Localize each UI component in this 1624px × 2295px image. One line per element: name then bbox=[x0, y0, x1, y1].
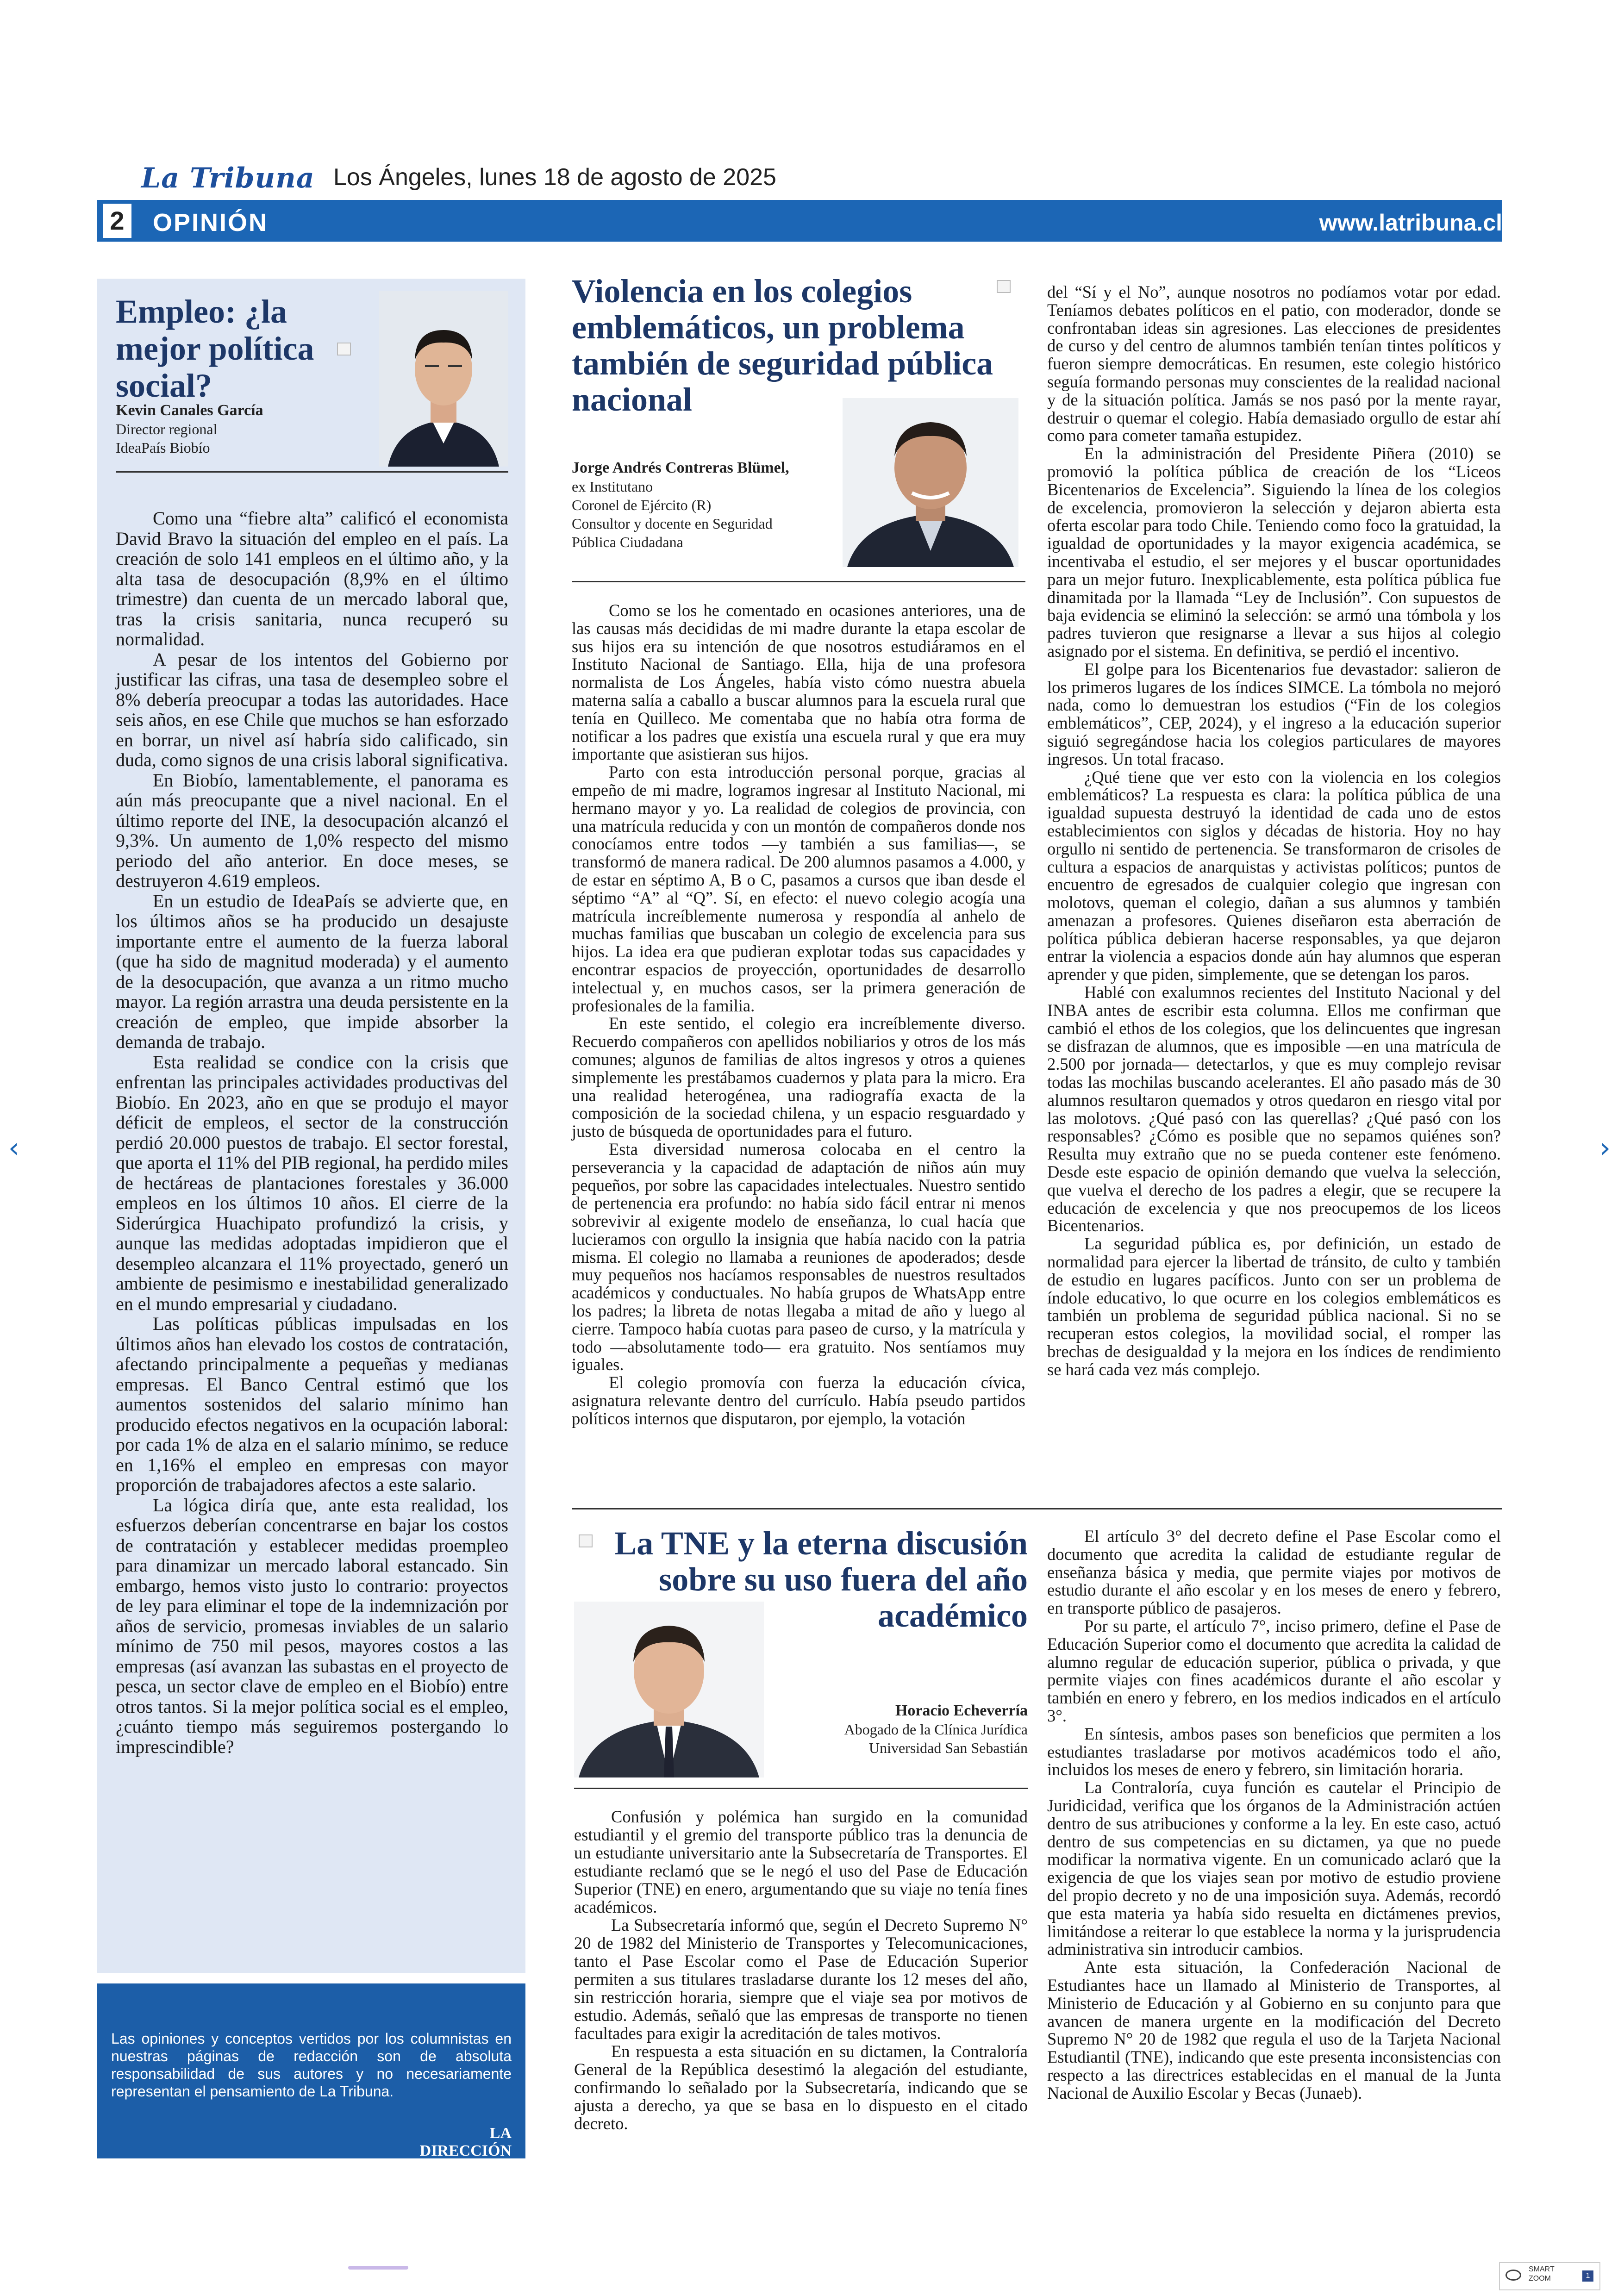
paragraph: A pesar de los intentos del Gobierno por justificar las cifras, una tasa de desempleo sobre el 8% debería preocupar a todas las autoridades. Hace seis años, en ese Chile que muchos se han esforzado en borrar, un nivel así habría sido calificado, sin duda, como signos de una crisis laboral significativa. bbox=[116, 649, 508, 770]
issue-date: Los Ángeles, lunes 18 de agosto de 2025 bbox=[333, 164, 776, 191]
section-bar bbox=[97, 200, 1502, 242]
author-role: ex Institutano bbox=[572, 478, 653, 495]
article-bottom-col1 bbox=[574, 1808, 1028, 2133]
prev-page-arrow-icon[interactable]: ‹ bbox=[8, 1132, 19, 1164]
paragraph: El colegio promovía con fuerza la educación cívica, asignatura relevante dentro del currículo. Había pseudo partidos políticos internos que disputaron, por ejemplo, la votación bbox=[572, 1373, 1025, 1428]
paragraph: La lógica diría que, ante esta realidad, los esfuerzos deberían concentrarse en bajar los costos de contratación y establecer medidas proempleo para dinamizar un mercado laboral estancado. Sin embargo, hemos visto justo lo contrario: proyectos de ley para eliminar el tope de la indemnización por años de servicio, promesas inviables de un salario mínimo de 750 mil pesos, mayores costos a las empresas (así avanzan las subastas en el proyecto de pesca, un sector clave de empleo en el Biobío) entre otros tantos. Si la mejor política social es el empleo, ¿cuánto tiempo más seguiremos postergando lo imprescindible? bbox=[116, 1494, 508, 1757]
paragraph: La Contraloría, cuya función es cautelar el Principio de Juridicidad, verifica que los órganos de la Administración actúen dentro de sus atribuciones y conforme a la ley. En este caso, actuó dentro de sus competencias en su dictamen, ya que no puede modificar la normativa vigente. En un comunicado aclaró que la exigencia de que los viajes sean por motivo de estudio proviene del propio decreto y no de una imposición suya. Además, recordó que esta materia ya había sido resuelta en dictámenes previos, limitándose a reiterar lo que establece la norma y la jurisprudencia administrativa sin introducir cambios. bbox=[1047, 1778, 1501, 1959]
zoom-badge: 1 bbox=[1582, 2270, 1593, 2282]
smart-zoom-label: SMART bbox=[1529, 2265, 1555, 2273]
paragraph: En la administración del Presidente Piñera (2010) se promovió la política pública de creación de los “Liceos Bicentenarios de Excelencia”. Siguiendo la línea de los colegios de excelencia, promovieron la selección y dejaron abierta esta oferta escolar para todo Chile. Teniendo como foco la gratuidad, la igualdad de oportunidades y la mayor exigencia académica, se incentivaba el estudio, el ser mejores y el buscar oportunidades para un mejor futuro. Inexplicablemente, esta política pública fue dinamitada por la llamada “Ley de Inclusión”. Con supuestos de baja evidencia se eliminó la selección: se armó una tómbola y los padres tuvieron que resignarse a llevar a sus hijos al colegio asignado por el sistema. En definitiva, se perdió el incentivo. bbox=[1047, 444, 1501, 661]
paragraph: En Biobío, lamentablemente, el panorama es aún más preocupante que a nivel nacional. En el último reporte del INE, la desocupación alcanzó el 9,3%. Un aumento de 1,0% respecto del mismo periodo del año anterior. En doce meses, se destruyeron 4.619 empleos. bbox=[116, 769, 508, 891]
paragraph: La seguridad pública es, por definición, un estado de normalidad para ejercer la libertad de tránsito, de culto y también de estudio en lugares pacíficos. Junto con ser un problema de índole educativo, lo que ocurre en los colegios emblemáticos es también un problema de seguridad pública nacional. Si no se recuperan estos colegios, la movilidad social, el romper las brechas de desigualdad y la mejora en los índices de rendimiento se hará cada vez más complejo. bbox=[1047, 1234, 1501, 1379]
author-photo-jorge bbox=[843, 398, 1018, 567]
paragraph: Confusión y polémica han surgido en la comunidad estudiantil y el gremio del transporte público tras la denuncia de un estudiante universitario ante la Subsecretaría de Transportes. El estudiante reclamó que se le negó el uso del Pase de Educación Superior (TNE) en enero, argumentando que su viaje no tenía fines académicos. bbox=[574, 1807, 1028, 1916]
author-photo-kevin bbox=[379, 291, 508, 467]
paragraph: Ante esta situación, la Confederación Nacional de Estudiantes hace un llamado al Ministerio de Transportes, al Ministerio de Educación y al Gobierno en su conjunto para que avancen de manera urgente en la modificación del Decreto Supremo N° 20 de 1982 que regula el uso de la Tarjeta Nacional Estudiantil (TNE), indicando que este presenta inconsistencias con respecto a las directrices establecidas en el manual de la Junta Nacional de Auxilio Escolar y Becas (Junaeb). bbox=[1047, 1958, 1501, 2102]
divider bbox=[574, 1788, 1028, 1789]
author-photo-horacio bbox=[574, 1602, 764, 1777]
newspaper-logo: La Tribuna bbox=[141, 162, 315, 194]
disclaimer-signature: LA DIRECCIÓN bbox=[419, 2125, 512, 2159]
paragraph: El artículo 3° del decreto define el Pase Escolar como el documento que acredita la calidad de estudiante regular de enseñanza básica y media, que permite viajes por motivos de estudio durante el año escolar y en los meses de enero y febrero, en transporte público de pasajeros. bbox=[1047, 1527, 1501, 1618]
author-block-center bbox=[572, 458, 840, 551]
website-link[interactable]: www.latribuna.cl bbox=[1319, 210, 1502, 236]
author-name: Kevin Canales García bbox=[116, 402, 263, 419]
author-role: Abogado de la Clínica Jurídica bbox=[844, 1721, 1028, 1738]
author-role: Coronel de Ejército (R) bbox=[572, 497, 712, 513]
smart-zoom-button[interactable] bbox=[1499, 2262, 1600, 2290]
author-block-left bbox=[116, 401, 375, 457]
author-org: Universidad San Sebastián bbox=[868, 1740, 1028, 1756]
article-center-col2 bbox=[1047, 283, 1501, 1379]
author-role: Director regional bbox=[116, 421, 218, 437]
disclaimer-text: Las opiniones y conceptos vertidos por los columnistas en nuestras páginas de redacción son de absoluta responsabilidad de sus autores y no necesariamente representan el pensamiento de La Tribuna. bbox=[111, 2030, 512, 2100]
page-scroll-indicator[interactable] bbox=[348, 2266, 408, 2270]
article-left-body bbox=[116, 508, 508, 1757]
share-icon[interactable] bbox=[997, 280, 1011, 293]
divider bbox=[116, 471, 508, 473]
author-block-bottom bbox=[778, 1701, 1028, 1757]
divider bbox=[572, 581, 1025, 582]
article-center-title: Violencia en los colegios emblemáticos, un problema también de seguridad pública nacional bbox=[572, 273, 993, 418]
article-bottom-col2 bbox=[1047, 1528, 1501, 2102]
divider bbox=[572, 1508, 1502, 1509]
article-bottom-title: La TNE y la eterna discusión sobre su uso fuera del año académico bbox=[614, 1525, 1028, 1634]
smart-zoom-label: ZOOM bbox=[1529, 2275, 1551, 2283]
paragraph: Las políticas públicas impulsadas en los últimos años han elevado los costos de contratación, afectando principalmente a pequeñas y medianas empresas. El Banco Central estimó que los aumentos sostenidos del salario mínimo han producido efectos negativos en la ocupación laboral: por cada 1% de alza en el salario mínimo, se reduce en 1,16% el empleo en empresas con mayor proporción de trabajadores afectos a este salario. bbox=[116, 1313, 508, 1495]
author-name: Horacio Echeverría bbox=[895, 1702, 1028, 1719]
paragraph: En un estudio de IdeaPaís se advierte que, en los últimos años se ha producido un desajuste importante entre el aumento de la fuerza laboral (que ha sido de magnitud moderada) y el aumento de la desocupación, que avanza a un ritmo mucho mayor. La región arrastra una deuda persistente en la creación de empleo, que impide absorber la demanda de trabajo. bbox=[116, 890, 508, 1052]
paragraph: Esta realidad se condice con la crisis que enfrentan las principales actividades productivas del Biobío. En 2023, año en que se produjo el mayor déficit de empleos, el sector de la construcción perdió 20.000 puestos de trabajo. El sector forestal, que aporta el 11% del PIB regional, ha perdido miles de hectáreas de plantaciones forestales y 36.000 empleos en los últimos 10 años. El cierre de la Siderúrgica Huachipato profundizó la crisis, y aunque las medidas adoptadas impidieron que el desempleo alcanzara el 11% proyectado, generó un ambiente de pesimismo e inestabilidad generalizado en el mundo empresarial y ciudadano. bbox=[116, 1051, 508, 1314]
paragraph: Como una “fiebre alta” calificó el economista David Bravo la situación del empleo en el país. La creación de solo 141 empleos en el último año, y la alta tasa de desocupación (8,9% en el último trimestre) dan cuenta de un mercado laboral que, tras la crisis sanitaria, nunca recuperó su normalidad. bbox=[116, 508, 508, 649]
author-role: Pública Ciudadana bbox=[572, 534, 683, 550]
paragraph: En este sentido, el colegio era increíblemente diverso. Recuerdo compañeros con apellidos nobiliarios y otros de los más comunes; algunos de familias de altos ingresos y otros a quienes simplemente les prestábamos cuadernos y plata para la micro. Era una realidad heterogénea, una radiografía exacta de la composición de la sociedad chilena, y un espacio resguardado y justo de búsqueda de oportunidades para el futuro. bbox=[572, 1014, 1025, 1141]
paragraph: Por su parte, el artículo 7°, inciso primero, define el Pase de Educación Superior como el documento que acredita la calidad de alumno regular de educación superior, pública o privada, y que permite viajes con fines académicos durante el año escolar y también en enero y febrero, en los medios indicados en el artículo 3°. bbox=[1047, 1616, 1501, 1725]
share-icon[interactable] bbox=[579, 1534, 593, 1547]
author-org: IdeaPaís Biobío bbox=[116, 439, 210, 456]
paragraph: El golpe para los Bicentenarios fue devastador: salieron de los primeros lugares de los índices SIMCE. La tómbola no mejoró nada, como lo demuestran los estudios (“Fin de los colegios emblemáticos”, CEP, 2024), y el ingreso a la educación superior siguió segregándose hacia los colegios particulares de mayores ingresos. Un total fracaso. bbox=[1047, 659, 1501, 768]
paragraph: Hablé con exalumnos recientes del Instituto Nacional y del INBA antes de escribir esta columna. Ellos me confirman que cambió el ethos de los colegios, que los delincuentes que ingresan se disfrazan de alumnos, que es imposible —en una matrícula de 2.500 por jornada— detectarlos, y que es muy complejo revisar todas las mochilas buscando acelerantes. El año pasado más de 30 alumnos resultaron quemados y otros quedaron en riesgo vital por las molotovs. ¿Qué pasó con las querellas? ¿Qué pasó con los responsables? ¿Cómo es posible que no sepamos quiénes son? Resulta muy extraño que no se pueda contener este fenómeno. Desde este espacio de opinión demando que vuelva la selección, que vuelva el derecho de los padres a elegir, que se recupere la educación de excelencia y que nos preocupemos de los liceos Bicentenarios. bbox=[1047, 983, 1501, 1235]
article-center-col1 bbox=[572, 602, 1025, 1428]
paragraph: La Subsecretaría informó que, según el Decreto Supremo N° 20 de 1982 del Ministerio de Transportes y Telecomunicaciones, tanto el Pase Escolar como el Pase de Educación Superior permiten a sus titulares trasladarse durante los 12 meses del año, sin restricción horaria, siempre que el viaje sea por motivos de estudio. Además, señaló que las empresas de transporte no tienen facultades para exigir la acreditación de tales motivos. bbox=[574, 1915, 1028, 2043]
page-number: 2 bbox=[103, 204, 131, 238]
paragraph: del “Sí y el No”, aunque nosotros no podíamos votar por edad. Teníamos debates políticos en el patio, con moderador, donde se confrontaban ideas sin agresiones. Las elecciones de presidentes de curso y del centro de alumnos también tenían tintes políticos y fueron siempre democráticas. En resumen, este colegio histórico seguía formando personas muy conscientes de la realidad nacional y de la situación política. Jamás se nos pasó por la mente rayar, destruir o quemar el colegio. Había demasiado orgullo de estar ahí como para cometer tamaña estupidez. bbox=[1047, 282, 1501, 445]
section-name: OPINIÓN bbox=[153, 209, 269, 237]
paragraph: Como se los he comentado en ocasiones anteriores, una de las causas más decididas de mi madre durante la etapa escolar de sus hijos era su intención de que nosotros estudiáramos en el Instituto Nacional de Santiago. Ella, hija de una profesora normalista de Los Ángeles, había visto cómo nuestra abuela materna salía a caballo a buscar alumnos para la escuela rural que tenía en Quilleco. Me comentaba que no había otra forma de notificar a los padres que existía una escuela rural y que era muy importante que asistieran sus hijos. bbox=[572, 601, 1025, 764]
paragraph: Parto con esta introducción personal porque, gracias al empeño de mi madre, logramos ingresar al Instituto Nacional, mi hermano mayor y yo. La realidad de colegios de provincia, con una matrícula reducida y con un montón de compañeros donde nos conocíamos entre todos —y también a sus familias—, se transformó de manera radical. De 200 alumnos pasamos a 4.000, y de estar en séptimo A, B o C, pasamos a cursos que iban desde el séptimo “A” al “Q”. Sí, en efecto: el nuevo colegio acogía una matrícula increíblemente numerosa y respondía al anhelo de muchas familias que buscaban un colegio de excelencia para sus hijos. La idea era que pudieran explotar todas sus capacidades y encontrar espacios de proyección, oportunidades de desarrollo intelectual y, en muchos casos, ser la primera generación de profesionales de la familia. bbox=[572, 762, 1025, 1015]
paragraph: ¿Qué tiene que ver esto con la violencia en los colegios emblemáticos? La respuesta es clara: la política pública de una igualdad supuesta destruyó la identidad de cada uno de estos establecimientos con siglos y décadas de historia. Hoy no hay orgullo ni sentido de pertenencia. Se transformaron de crisoles de cultura a espacios de anarquistas y activistas políticos; puntos de encuentro de egresados de cualquier colegio que ingresan con molotovs, queman el colegio, dañan a sus alumnos y también amenazan a profesores. Quienes diseñaron esta aberración de política pública debieran hacerse responsables, ya que dejaron entrar la violencia a espacios donde aún hay alumnos que esperan aprender y que piden, simplemente, que se detengan los paros. bbox=[1047, 767, 1501, 984]
author-role: Consultor y docente en Seguridad bbox=[572, 515, 773, 532]
next-page-arrow-icon[interactable]: › bbox=[1599, 1132, 1611, 1164]
share-icon[interactable] bbox=[337, 343, 351, 355]
paragraph: Esta diversidad numerosa colocaba en el centro la perseverancia y la capacidad de adaptación de niños aún muy pequeños, por sobre las capacidades intelectuales. Nuestro sentido de pertenencia era profundo: no había sido fácil entrar ni menos sobrevivir al exigente modelo de enseñanza, lo cual hacía que lucieramos con orgullo la insignia que había nacido con la patria misma. El colegio no llamaba a reuniones de apoderados; desde muy pequeños nos hacíamos responsables de nuestros resultados académicos y conductuales. No había grupos de WhatsApp entre los padres; la libreta de notas llegaba a mitad de año y luego al cierre. Tampoco había cuotas para paseo de curso, y la matrícula y todo —absolutamente todo— era gratuito. Nos sentíamos muy iguales. bbox=[572, 1139, 1025, 1374]
article-left-title: Empleo: ¿la mejor política social? bbox=[116, 293, 314, 404]
author-name: Jorge Andrés Contreras Blümel, bbox=[572, 459, 789, 476]
paragraph: En síntesis, ambos pases son beneficios que permiten a los estudiantes trasladarse por motivos académicos todo el año, incluidos los meses de enero y febrero, sin limitación horaria. bbox=[1047, 1724, 1501, 1779]
paragraph: En respuesta a esta situación en su dictamen, la Contraloría General de la República desestimó la alegación del estudiante, confirmando lo señalado por la Subsecretaría, indicando que se ajusta a derecho, ya que se basa en lo dispuesto en el citado decreto. bbox=[574, 2042, 1028, 2133]
eye-icon bbox=[1505, 2270, 1521, 2281]
